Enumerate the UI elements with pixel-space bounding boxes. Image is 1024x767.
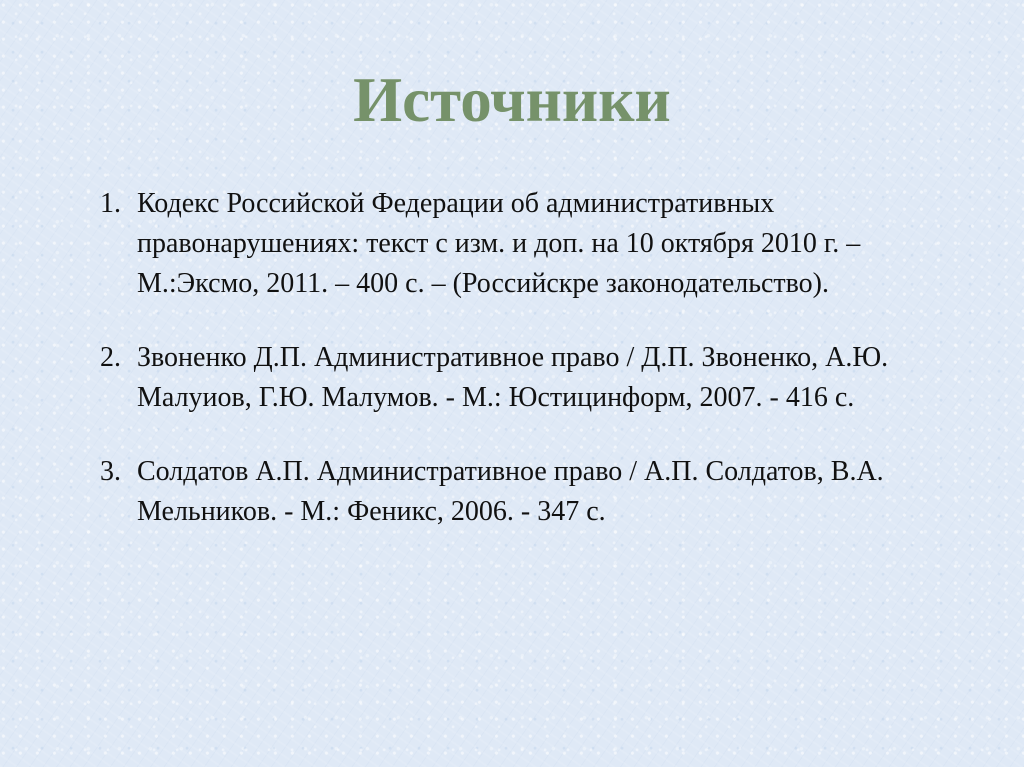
source-item-1 xyxy=(100,184,930,304)
source-item-2 xyxy=(100,338,930,418)
source-item-3 xyxy=(100,452,930,532)
source-number: 1. xyxy=(100,188,121,219)
sources-list xyxy=(100,184,930,566)
source-text: Солдатов А.П. Административное право / А.П. Солдатов, В.А. Мельников. - М.: Феникс, 2006. - 347 с. xyxy=(137,456,884,527)
slide-title: Источники xyxy=(353,65,671,135)
source-number: 3. xyxy=(100,456,121,487)
source-text: Кодекс Российской Федерации об административных правонарушениях: текст с изм. и доп. на 10 октября 2010 г. – М.:Эксмо, 2011. – 400 с. – (Российскре законодательство). xyxy=(137,188,861,299)
source-number: 2. xyxy=(100,342,121,373)
source-text: Звоненко Д.П. Административное право / Д.П. Звоненко, А.Ю. Малуиов, Г.Ю. Малумов. - М.: Юстицинформ, 2007. - 416 с. xyxy=(137,342,889,413)
